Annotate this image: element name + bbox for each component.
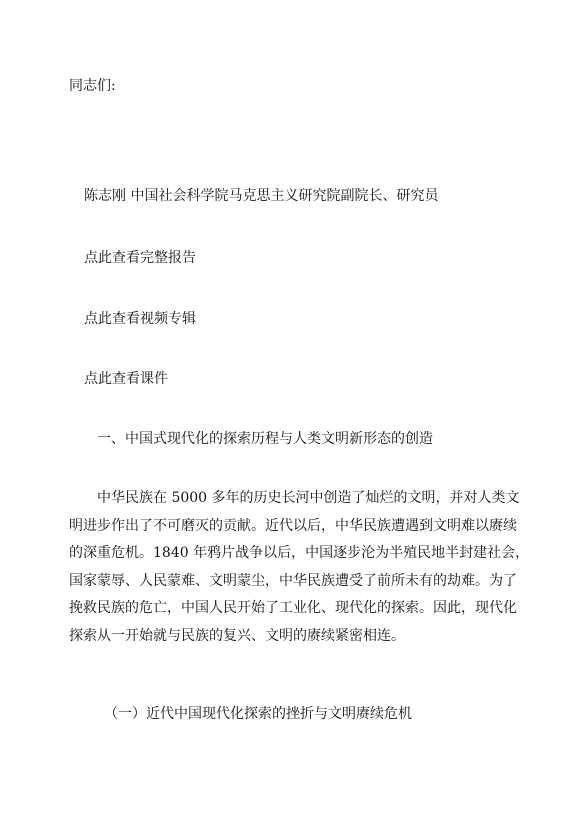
body-paragraph (69, 488, 530, 646)
paragraph-line: 的深重危机。1840 年鸦片战争以后，中国逐步沦为半殖民地半封建社会， (69, 545, 530, 561)
link-full-report[interactable]: 点此查看完整报告 (84, 250, 196, 266)
link-video-album[interactable]: 点此查看视频专辑 (84, 311, 196, 327)
link-courseware[interactable]: 点此查看课件 (84, 371, 168, 387)
paragraph-line: 明进步作出了不可磨灭的贡献。近代以后，中华民族遭遇到文明难以赓续 (69, 517, 517, 534)
section-heading: 一、中国式现代化的探索历程与人类文明新形态的创造 (97, 431, 433, 447)
author-line: 陈志刚 中国社会科学院马克思主义研究院副院长、研究员 (84, 188, 439, 204)
subsection-heading: （一）近代中国现代化探索的挫折与文明赓续危机 (104, 706, 412, 722)
paragraph-line: 国家蒙辱、人民蒙难、文明蒙尘，中华民族遭受了前所未有的劫难。为了 (69, 572, 517, 589)
paragraph-line: 中华民族在 5000 多年的历史长河中创造了灿烂的文明，并对人类文 (97, 490, 520, 506)
greeting: 同志们: (69, 78, 116, 94)
paragraph-line: 挽救民族的危亡，中国人民开始了工业化、现代化的探索。因此，现代化 (69, 600, 517, 616)
paragraph-line: 探索从一开始就与民族的复兴、文明的赓续紧密相连。 (69, 627, 405, 644)
